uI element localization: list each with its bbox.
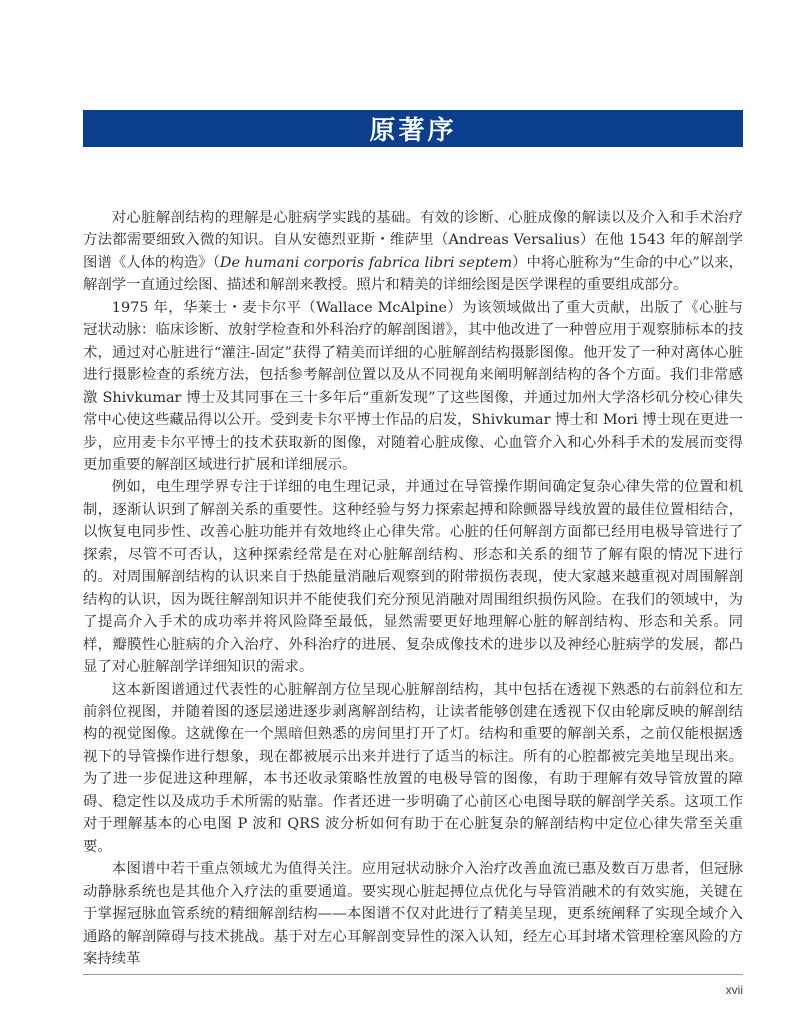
latin-book-title: De humani corporis fabrica libri septem [219, 254, 513, 271]
footer-divider [83, 974, 743, 975]
page-number: xvii [725, 983, 743, 997]
paragraph-text: 对心脏解剖结构的理解是心脏病学实践的基础。有效的诊断、心脏成像的解读以及介入和手术治疗方法都需要细致入微的知识。自从安德烈亚斯・维萨里（Andreas Versalius）在他 1543 年的解剖学图谱《人体的构造》（ [83, 210, 743, 271]
paragraph-text: ）中将心脏称为“生命的中心”以来，解剖学一直通过绘图、描述和解剖来教授。照片和精美的详细绘图是医学课程的重要组成部分。 [83, 254, 743, 294]
preface-body [83, 207, 743, 970]
section-title-bar [83, 110, 743, 147]
paragraph-5: 本图谱中若干重点领域尤为值得关注。应用冠状动脉介入治疗改善血流已惠及数百万患者，但冠脉动静脉系统也是其他介入疗法的重要通道。要实现心脏起搏位点优化与导管消融术的有效实施，关键在于掌握冠脉血管系统的精细解剖结构——本图谱不仅对此进行了精美呈现，更系统阐释了实现全域介入通路的解剖障碍与技术挑战。基于对左心耳解剖变异性的深入认知，经左心耳封堵术管理栓塞风险的方案持续革 [83, 861, 743, 967]
paragraph-4: 这本新图谱通过代表性的心脏解剖方位呈现心脏解剖结构，其中包括在透视下熟悉的右前斜位和左前斜位视图，并随着图的逐层递进逐步剥离解剖结构，让读者能够创建在透视下仅由轮廓反映的解剖结构的视觉图像。这就像在一个黑暗但熟悉的房间里打开了灯。结构和重要的解剖关系，之前仅能根据透视下的导管操作进行想象，现在都被展示出来并进行了适当的标注。所有的心腔都被完美地呈现出来。为了进一步促进这种理解，本书还收录策略性放置的电极导管的图像，有助于理解有效导管放置的障碍、稳定性以及成功手术所需的贴靠。作者还进一步明确了心前区心电图导联的解剖学关系。这项工作对于理解基本的心电图 P 波和 QRS 波分析如何有助于在心脏复杂的解剖结构中定位心律失常至关重要。 [83, 681, 743, 855]
page-title: 原著序 [369, 116, 457, 146]
paragraph-1 [83, 207, 743, 297]
paragraph-3: 例如，电生理学界专注于详细的电生理记录，并通过在导管操作期间确定复杂心律失常的位置和机制，逐渐认识到了解剖关系的重要性。这种经验与努力探索起搏和除颤器导线放置的最佳位置相结合，以恢复电同步性、改善心脏功能并有效地终止心律失常。心脏的任何解剖方面都已经用电极导管进行了探索，尽管不可否认，这种探索经常是在对心脏解剖结构、形态和关系的细节了解有限的情况下进行的。对周围解剖结构的认识来自于热能量消融后观察到的附带损伤表现，使大家越来越重视对周围解剖结构的认识，因为既往解剖知识并不能使我们充分预见消融对周围组织损伤风险。在我们的领域中，为了提高介入手术的成功率并将风险降至最低，显然需要更好地理解心脏的解剖结构、形态和关系。同样，瓣膜性心脏病的介入治疗、外科治疗的进展、复杂成像技术的进步以及神经心脏病学的发展，都凸显了对心脏解剖学详细知识的需求。 [83, 479, 743, 676]
paragraph-2: 1975 年，华莱士・麦卡尔平（Wallace McAlpine）为该领域做出了重大贡献，出版了《心脏与冠状动脉：临床诊断、放射学检查和外科治疗的解剖图谱》，其中他改进了一种曾应用于观察肺标本的技术，通过对心脏进行“灌注-固定”获得了精美而详细的心脏解剖结构摄影图像。他开发了一种对离体心脏进行摄影检查的系统方法，包括参考解剖位置以及从不同视角来阐明解剖结构的各个方面。我们非常感激 Shivkumar 博士及其同事在三十多年后“重新发现”了这些图像，并通过加州大学洛杉矶分校心律失常中心使这些藏品得以公开。受到麦卡尔平博士作品的启发，Shivkumar 博士和 Mori 博士现在更进一步，应用麦卡尔平博士的技术获取新的图像，对随着心脏成像、心血管介入和心外科手术的发展而变得更加重要的解剖区域进行扩展和详细展示。 [83, 299, 744, 473]
